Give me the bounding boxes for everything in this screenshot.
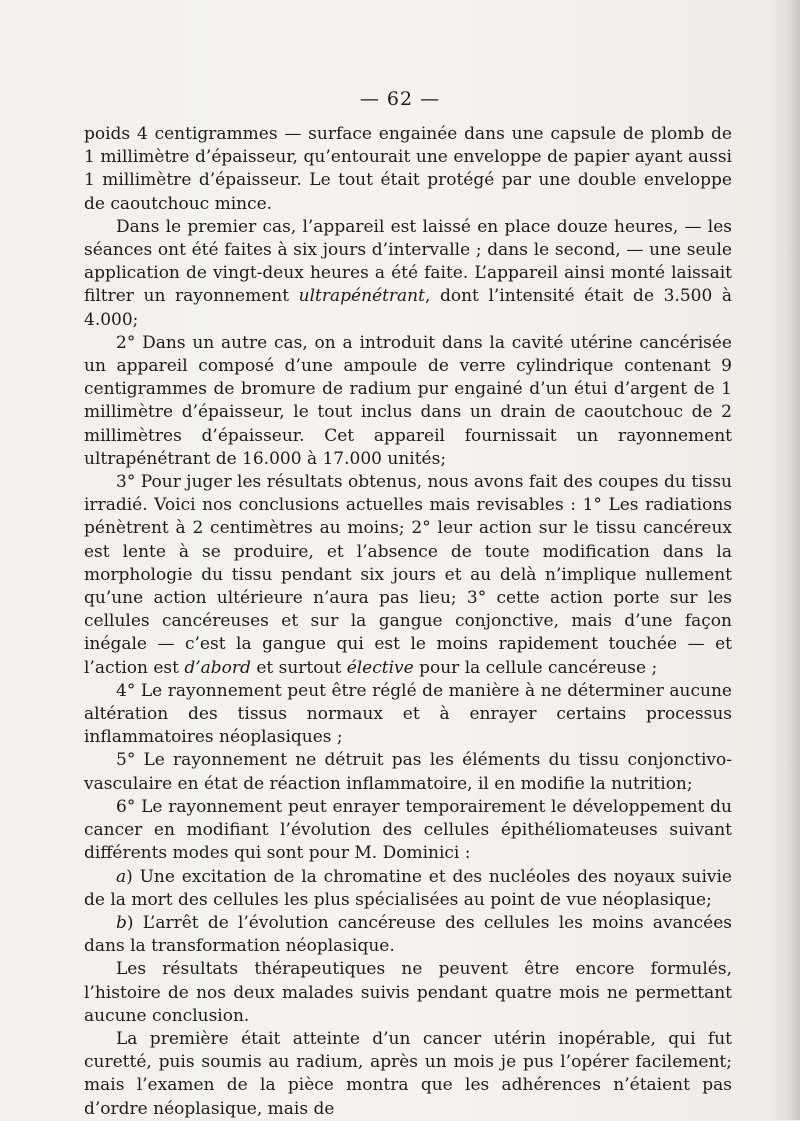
text-segment: Dans le premier cas, l’appareil est laissé en place douze heures, — les séances ont été faites à six jours d’intervalle ; dans le second, — une seule application de vingt-deux heures a été faite. L’appareil ainsi monté laissait filtrer un rayonnement xyxy=(84,216,732,307)
text-segment: 2° Dans un autre cas, on a introduit dans la cavité utérine cancérisée un appareil composé d’une ampoule de verre cylindrique contenant 9 centigrammes de bromure de radium pur engainé d’un étui d’argent de 1 millimètre d’épaisseur, le tout inclus dans un drain de caoutchouc de 2 millimètres d’épaisseur. Cet appareil fournissait un rayonnement ultrapénétrant de 16.000 à 17.000 unités; xyxy=(84,332,732,469)
text-segment: pour la cellule cancéreuse ; xyxy=(413,657,658,678)
paragraph-4 xyxy=(84,471,732,680)
text-segment: 6° Le rayonnement peut enrayer temporairement le développement du cancer en modifiant l’évolution des cellules épithéliomateuses suivant différents modes qui sont pour M. Dominici : xyxy=(84,796,732,864)
paragraph-3 xyxy=(84,332,732,471)
text-segment: et surtout xyxy=(250,657,347,678)
italic-text: élective xyxy=(346,657,414,678)
page-number: — 62 — xyxy=(359,88,441,110)
text-segment: 5° Le rayonnement ne détruit pas les éléments du tissu conjonctivo-vasculaire en état de réaction inflammatoire, il en modifie la nutrition; xyxy=(84,750,732,794)
italic-text: a xyxy=(116,866,127,887)
paragraph-9 xyxy=(84,912,732,958)
text-segment: La première était atteinte d’un cancer utérin inopérable, qui fut curetté, puis soumis au radium, après un mois je pus l’opérer facilement; mais l’examen de la pièce montra que les adhérences n’étaient pas d’ordre néoplasique, mais de xyxy=(84,1028,732,1119)
paragraph-11 xyxy=(84,1028,732,1121)
italic-text: ultrapénétrant xyxy=(298,286,425,307)
paragraph-1 xyxy=(84,123,732,216)
body-text xyxy=(84,123,732,1121)
paragraph-8 xyxy=(84,866,732,912)
paragraph-2 xyxy=(84,216,732,332)
page-edge-shadow xyxy=(786,0,800,1120)
italic-text: d’abord xyxy=(184,657,251,678)
paragraph-10 xyxy=(84,958,732,1028)
italic-text: b xyxy=(116,912,127,933)
text-segment: 3° Pour juger les résultats obtenus, nous avons fait des coupes du tissu irradié. Voici nos conclusions actuelles mais revisables : 1° Les radiations pénètrent à 2 centimètres au moins; 2° leur action sur le tissu cancéreux est lente à se produire, et l’absence de toute modification dans la morphologie du tissu pendant six jours et au delà n’implique nullement qu’une action ultérieure n’aura pas lieu; 3° cette action porte sur les cellules cancéreuses et sur la gangue conjonctive, mais d’une façon inégale — c’est la gangue qui est le moins rapidement touchée — et l’action est xyxy=(84,472,732,678)
paragraph-6 xyxy=(84,749,732,795)
text-segment: ) L’arrêt de l’évolution cancéreuse des cellules les moins avancées dans la transformation néoplasique. xyxy=(84,912,732,957)
text-segment: poids 4 centigrammes — surface engainée dans une capsule de plomb de 1 millimètre d’épaisseur, qu’entourait une enveloppe de papier ayant aussi 1 millimètre d’épaisseur. Le tout était protégé par une double enveloppe de caoutchouc mince. xyxy=(84,124,732,214)
text-segment: Les résultats thérapeutiques ne peuvent être encore formulés, l’histoire de nos deux malades suivis pendant quatre mois ne permettant aucune conclusion. xyxy=(84,959,732,1026)
paragraph-5 xyxy=(84,680,732,750)
text-segment: ) Une excitation de la chromatine et des nucléoles des noyaux suivie de la mort des cellules les plus spécialisées au point de vue néoplasique; xyxy=(84,866,732,910)
paragraph-7 xyxy=(84,796,732,866)
text-segment: 4° Le rayonnement peut être réglé de manière à ne déterminer aucune altération des tissus normaux et à enrayer certains processus inflammatoires néoplasiques ; xyxy=(84,680,732,748)
text-segment: , dont l’intensité était de 3.500 à 4.000; xyxy=(84,286,732,330)
